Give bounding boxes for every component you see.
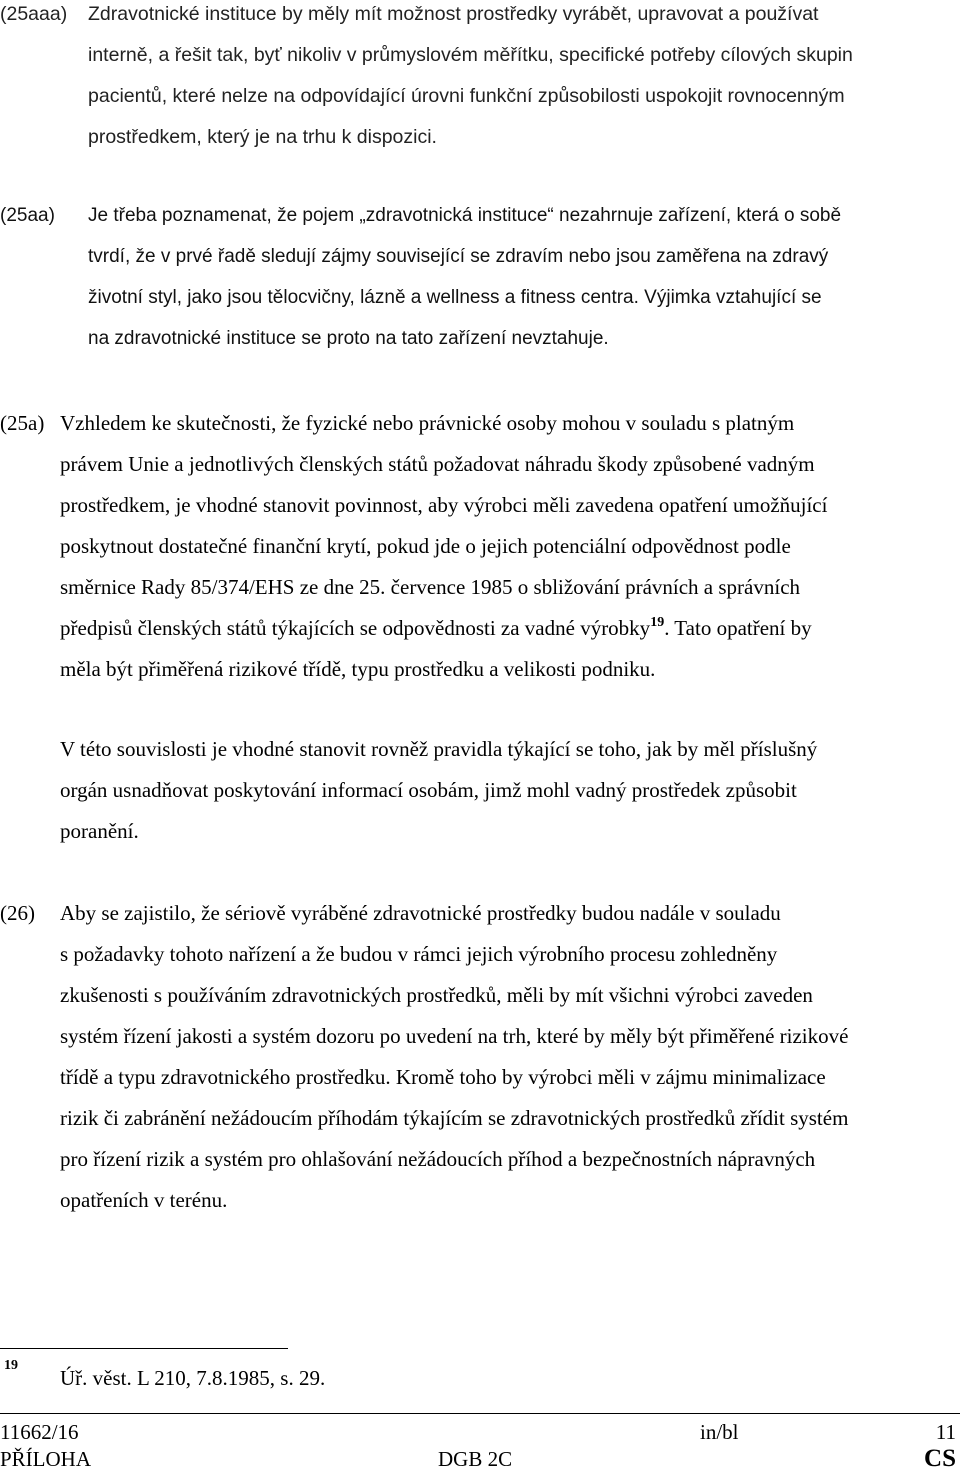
- language-code: CS: [924, 1445, 956, 1472]
- paragraph-line: zkušenosti s používáním zdravotnických prostředků, měli by mít všichni výrobci zaveden: [60, 983, 813, 1007]
- paragraph-line-with-footnote: [60, 616, 812, 641]
- paragraph-line: měla být přiměřená rizikové třídě, typu prostředku a velikosti podniku.: [60, 657, 656, 681]
- paragraph-line: V této souvislosti je vhodné stanovit rovněž pravidla týkající se toho, jak by měl příslušný: [60, 737, 818, 761]
- paragraph-number: (25a): [0, 411, 45, 435]
- author-initials: in/bl: [700, 1420, 739, 1444]
- paragraph-number: (25aa): [0, 205, 55, 226]
- department-code: DGB 2C: [438, 1447, 513, 1471]
- footnote-reference[interactable]: 19: [650, 615, 665, 630]
- paragraph-line: pacientů, které nelze na odpovídající úrovni funkční způsobilosti uspokojit rovnocenným: [88, 85, 845, 107]
- footnote-separator: [0, 1348, 288, 1349]
- page-number: 11: [935, 1420, 956, 1444]
- annex-label: PŘÍLOHA: [0, 1447, 92, 1471]
- paragraph-line: pro řízení rizik a systém pro ohlašování nežádoucích příhod a bezpečnostních nápravných: [60, 1147, 816, 1171]
- paragraph-line: právem Unie a jednotlivých členských států požadovat náhradu škody způsobené vadným: [60, 452, 815, 476]
- paragraph-line: orgán usnadňovat poskytování informací osobám, jimž mohl vadný prostředek způsobit: [60, 778, 797, 802]
- paragraph-line: rizik či zabránění nežádoucím příhodám týkajícím se zdravotnických prostředků zřídit systém: [60, 1106, 849, 1130]
- paragraph-line: opatřeních v terénu.: [60, 1188, 228, 1212]
- paragraph-line: tvrdí, že v prvé řadě sledují zájmy související se zdravím nebo jsou zaměřena na zdravý: [88, 246, 829, 267]
- line-text: předpisů členských států týkajících se odpovědnosti za vadné výrobky: [60, 616, 651, 640]
- line-text-tail: . Tato opatření by: [664, 616, 812, 640]
- paragraph-line: životní styl, jako jsou tělocvičny, lázně a wellness a fitness centra. Výjimka vztahující se: [88, 287, 822, 308]
- paragraph-line: Aby se zajistilo, že sériově vyráběné zdravotnické prostředky budou nadále v souladu: [60, 901, 781, 925]
- paragraph-line: interně, a řešit tak, byť nikoliv v průmyslovém měřítku, specifické potřeby cílových skupin: [88, 44, 853, 66]
- paragraph-line: systém řízení jakosti a systém dozoru po uvedení na trh, které by měly být přiměřené rizikové: [60, 1024, 849, 1048]
- paragraph-line: s požadavky tohoto nařízení a že budou v rámci jejich výrobního procesu zohledněny: [60, 942, 778, 966]
- paragraph-line: poranění.: [60, 819, 139, 843]
- paragraph-line: poskytnout dostatečné finanční krytí, pokud jde o jejich potenciální odpovědnost podle: [60, 534, 791, 558]
- footnote-number: 19: [4, 1358, 18, 1373]
- footnote-text: Úř. věst. L 210, 7.8.1985, s. 29.: [60, 1366, 326, 1390]
- paragraph-line: Je třeba poznamenat, že pojem „zdravotnická instituce“ nezahrnuje zařízení, která o sobě: [88, 205, 842, 226]
- footer-separator: [0, 1413, 960, 1414]
- paragraph-line: Vzhledem ke skutečnosti, že fyzické nebo právnické osoby mohou v souladu s platným: [60, 411, 795, 435]
- page-footer: [0, 1416, 960, 1482]
- document-id: 11662/16: [0, 1420, 79, 1444]
- paragraph-number: (25aaa): [0, 3, 68, 25]
- paragraph-line: na zdravotnické instituce se proto na tato zařízení nevztahuje.: [88, 328, 609, 349]
- paragraph-line: prostředkem, který je na trhu k dispozici.: [88, 126, 437, 148]
- paragraph-number: (26): [0, 901, 35, 925]
- paragraph-line: třídě a typu zdravotnického prostředku. Kromě toho by výrobci měli v zájmu minimalizace: [60, 1065, 826, 1089]
- paragraph-line: prostředkem, je vhodné stanovit povinnost, aby výrobci měli zavedena opatření umožňující: [60, 493, 828, 517]
- paragraph-line: směrnice Rady 85/374/EHS ze dne 25. července 1985 o sbližování právních a správních: [60, 575, 801, 599]
- paragraph-line: Zdravotnické instituce by měly mít možnost prostředky vyrábět, upravovat a používat: [88, 3, 819, 25]
